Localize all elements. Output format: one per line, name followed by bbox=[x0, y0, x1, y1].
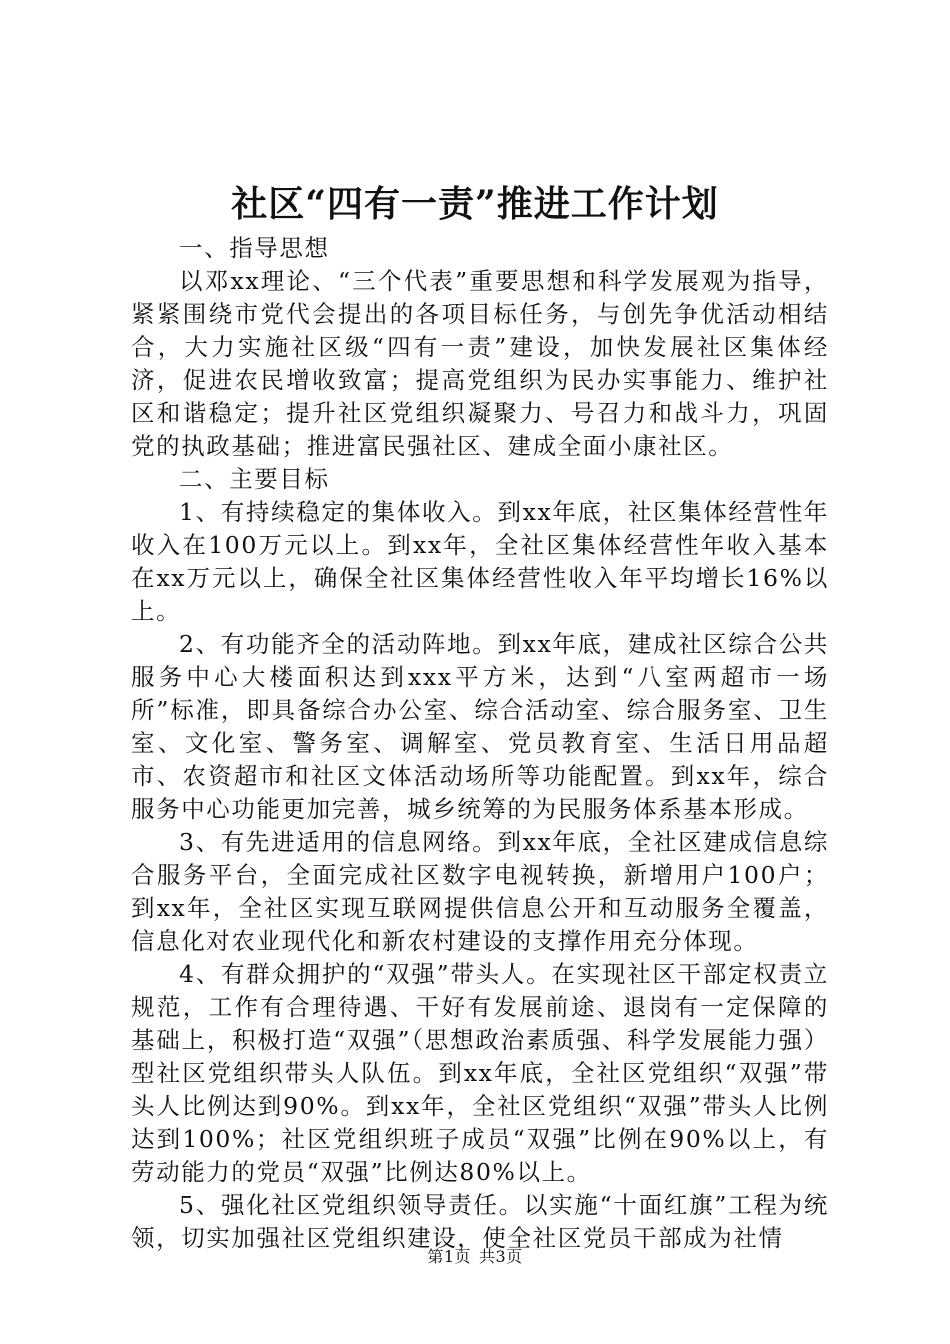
paragraph-goal-5: 5、强化社区党组织领导责任。以实施“十面红旗”工程为统领，切实加强社区党组织建设，使全社区党员干部成为社情 bbox=[131, 1191, 829, 1252]
page-footer bbox=[0, 1246, 950, 1268]
page-total: 共3页 bbox=[479, 1247, 523, 1266]
page-number: 第1页 bbox=[427, 1247, 471, 1266]
paragraph-goal-1: 1、有持续稳定的集体收入。到xx年底，社区集体经营性年收入在100万元以上。到xx年，全社区集体经营性年收入基本在xx万元以上，确保全社区集体经营性收入年平均增长16%以上。 bbox=[131, 498, 829, 625]
section-heading-guiding-thought: 一、指导思想 bbox=[179, 234, 330, 262]
paragraph-goal-3: 3、有先进适用的信息网络。到xx年底，全社区建成信息综合服务平台，全面完成社区数字电视转换，新增用户100户；到xx年，全社区实现互联网提供信息公开和互动服务全覆盖，信息化对农业现代化和新农村建设的支撑作用充分体现。 bbox=[131, 828, 829, 955]
document-title: 社区“四有一责”推进工作计划 bbox=[231, 183, 719, 225]
paragraph-goal-4: 4、有群众拥护的“双强”带头人。在实现社区干部定权责立规范，工作有合理待遇、干好有发展前途、退岗有一定保障的基础上，积极打造“双强”（思想政治素质强、科学发展能力强）型社区党组织带头人队伍。到xx年底，全社区党组织“双强”带头人比例达到90%。到xx年，全社区党组织“双强”带头人比例达到100%；社区党组织班子成员“双强”比例在90%以上，有劳动能力的党员“双强”比例达80%以上。 bbox=[131, 960, 829, 1186]
paragraph-goal-2: 2、有功能齐全的活动阵地。到xx年底，建成社区综合公共服务中心大楼面积达到xxx平方米，达到“八室两超市一场所”标准，即具备综合办公室、综合活动室、综合服务室、卫生室、文化室、警务室、调解室、党员教育室、生活日用品超市、农资超市和社区文体活动场所等功能配置。到xx年，综合服务中心功能更加完善，城乡统筹的为民服务体系基本形成。 bbox=[131, 630, 829, 823]
section-heading-main-goals: 二、主要目标 bbox=[179, 465, 330, 493]
document-body bbox=[131, 232, 829, 1255]
paragraph-guiding-thought: 以邓xx理论、“三个代表”重要思想和科学发展观为指导，紧紧围绕市党代会提出的各项目标任务，与创先争优活动相结合，大力实施社区级“四有一责”建设，加快发展社区集体经济，促进农民增收致富；提高党组织为民办实事能力、维护社区和谐稳定；提升社区党组织凝聚力、号召力和战斗力，巩固党的执政基础；推进富民强社区、建成全面小康社区。 bbox=[131, 267, 829, 460]
